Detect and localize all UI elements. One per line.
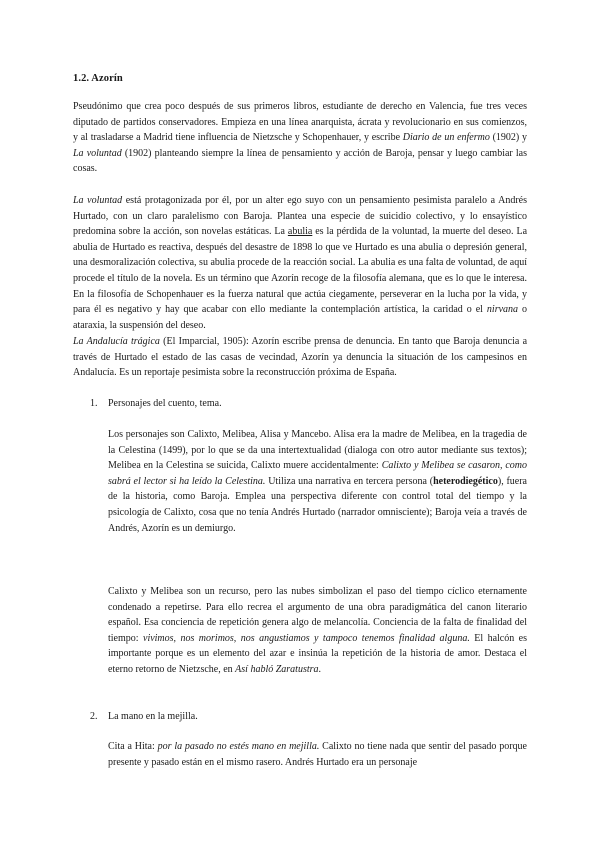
paragraph-calixto-melibea: Calixto y Melibea son un recurso, pero las nubes simbolizan el paso del tiempo cíclico eternamente condenado a repetirse. Para ello recrea el argumento de una obra paradigmática del canon literario español. Esa conciencia de repetición genera algo de melancolía. Conciencia de la falta de finalidad del tiempo: vivimos, nos morimos, nos angustiamos y tampoco tenemos finalidad alguna. El halcón es importante porque es un elemento del azar e insinúa la repetición de la historia de amor. Destaca el eterno retorno de Nietzsche, en Así habló Zaratustra. — [108, 586, 527, 675]
italic-quote: vivimos, nos morimos, nos angustiamos y tampoco tenemos finalidad alguna. — [143, 632, 470, 644]
paragraph-andalucia-tragica: La Andalucía trágica (El Imparcial, 1905): Azorín escribe prensa de denuncia. En tanto que Baroja denuncia a través de Hurtado el estado de las casas de vecindad, Azorín ya denuncia la situación de los campesinos en Andalucía. Es un reportaje pesimista sobre la reconstrucción próxima de España. — [73, 336, 528, 379]
paragraph-pseudonimo: Pseudónimo que crea poco después de sus primeros libros, estudiante de derecho en Valencia, fue tres veces diputado de partidos conservadores. Empieza en una línea anarquista, ácrata y revolucionario en sus comienzos, y al trasladarse a Madrid tiene influencia de Nietzsche y Schopenhauer, y escribe Diario de un enfermo (1902) y La voluntad (1902) planteando siempre la línea de pensamiento y acción de Baroja, pensar y luego cambiar las cosas. — [73, 101, 527, 175]
underlined-term: abulia — [287, 226, 313, 238]
book-title: La Andalucía trágica — [73, 336, 160, 347]
paragraph-la-voluntad: La voluntad está protagonizada por él, por un alter ego suyo con un pensamiento pesimista paralelo a Andrés Hurtado, con un claro paralelismo con Baroja. Plantea una especie de suicidio colectivo, y lo ensayístico predomina sobre la acción, son novelas estáticas. La abulia es la pérdida de la voluntad, la muerte del deseo. La abulia de Hurtado es reactiva, después del desastre de 1898 lo que ve Hurtado es una abulia o depresión general, una desmoralización colectiva, su abulia procede de la reacción social. La abulia es una falta de voluntad, de aquí procede el título de la novela. Es un término que Azorín recoge de la filosofía alemana, que es lo que le interesa. En la filosofía de Schopenhauer es la fuerza natural que actúa ciegamente, perseverar en la lucha por la vida, y para él es negativo y hay que acabar con ello mediante la contemplación artística, la caridad o el nirvana o ataraxia, la suspensión del deseo. — [73, 195, 528, 331]
italic-quote: por la pasado no estés mano en mejilla. — [157, 741, 320, 752]
list-item-mano-mejilla — [90, 709, 198, 725]
list-label: Personajes del cuento, tema. — [108, 398, 222, 409]
italic-term: nirvana — [486, 304, 519, 316]
list-number: 1. — [90, 398, 98, 409]
section-heading: 1.2. Azorín — [73, 73, 123, 84]
book-title: La voluntad — [73, 195, 123, 206]
list-number: 2. — [90, 711, 98, 722]
italic-quote: Calixto y Melibea se casaron, como sabrá el lector si ha leído la Celestina. — [108, 460, 527, 487]
book-title: Así habló Zaratustra — [235, 663, 319, 675]
paragraph-cita-hita: Cita a Hita: por la pasado no estés mano en mejilla. Calixto no tiene nada que sentir del pasado porque presente y pasado están en el mismo rasero. Andrés Hurtado era un personaje — [108, 741, 527, 768]
book-title: La voluntad — [73, 147, 122, 159]
list-label: La mano en la mejilla. — [108, 711, 198, 722]
paragraph-personajes: Los personajes son Calixto, Melibea, Alisa y Mancebo. Alisa era la madre de Melibea, en la tragedia de la Celestina (1499), por lo que se da una intertextualidad (dialoga con otro autor mediante sus textos); Melibea en la Celestina se suicida, Calixto muere accidentalmente: Calixto y Melibea se casaron, como sabrá el lector si ha leído la Celestina. Utiliza una narrativa en tercera persona (heterodiegético), fuera de la historia, como Baroja. Emplea una perspectiva diferente con control total del tiempo y la psicología de Calixto, cosa que no tenía Andrés Hurtado (narrador omnisciente); Baroja veía a través de Andrés, Azorín es un demiurgo. — [108, 429, 527, 534]
book-title: Diario de un enfermo — [402, 132, 490, 144]
bold-term: heterodiegético — [433, 475, 498, 487]
list-item-personajes — [90, 396, 222, 412]
